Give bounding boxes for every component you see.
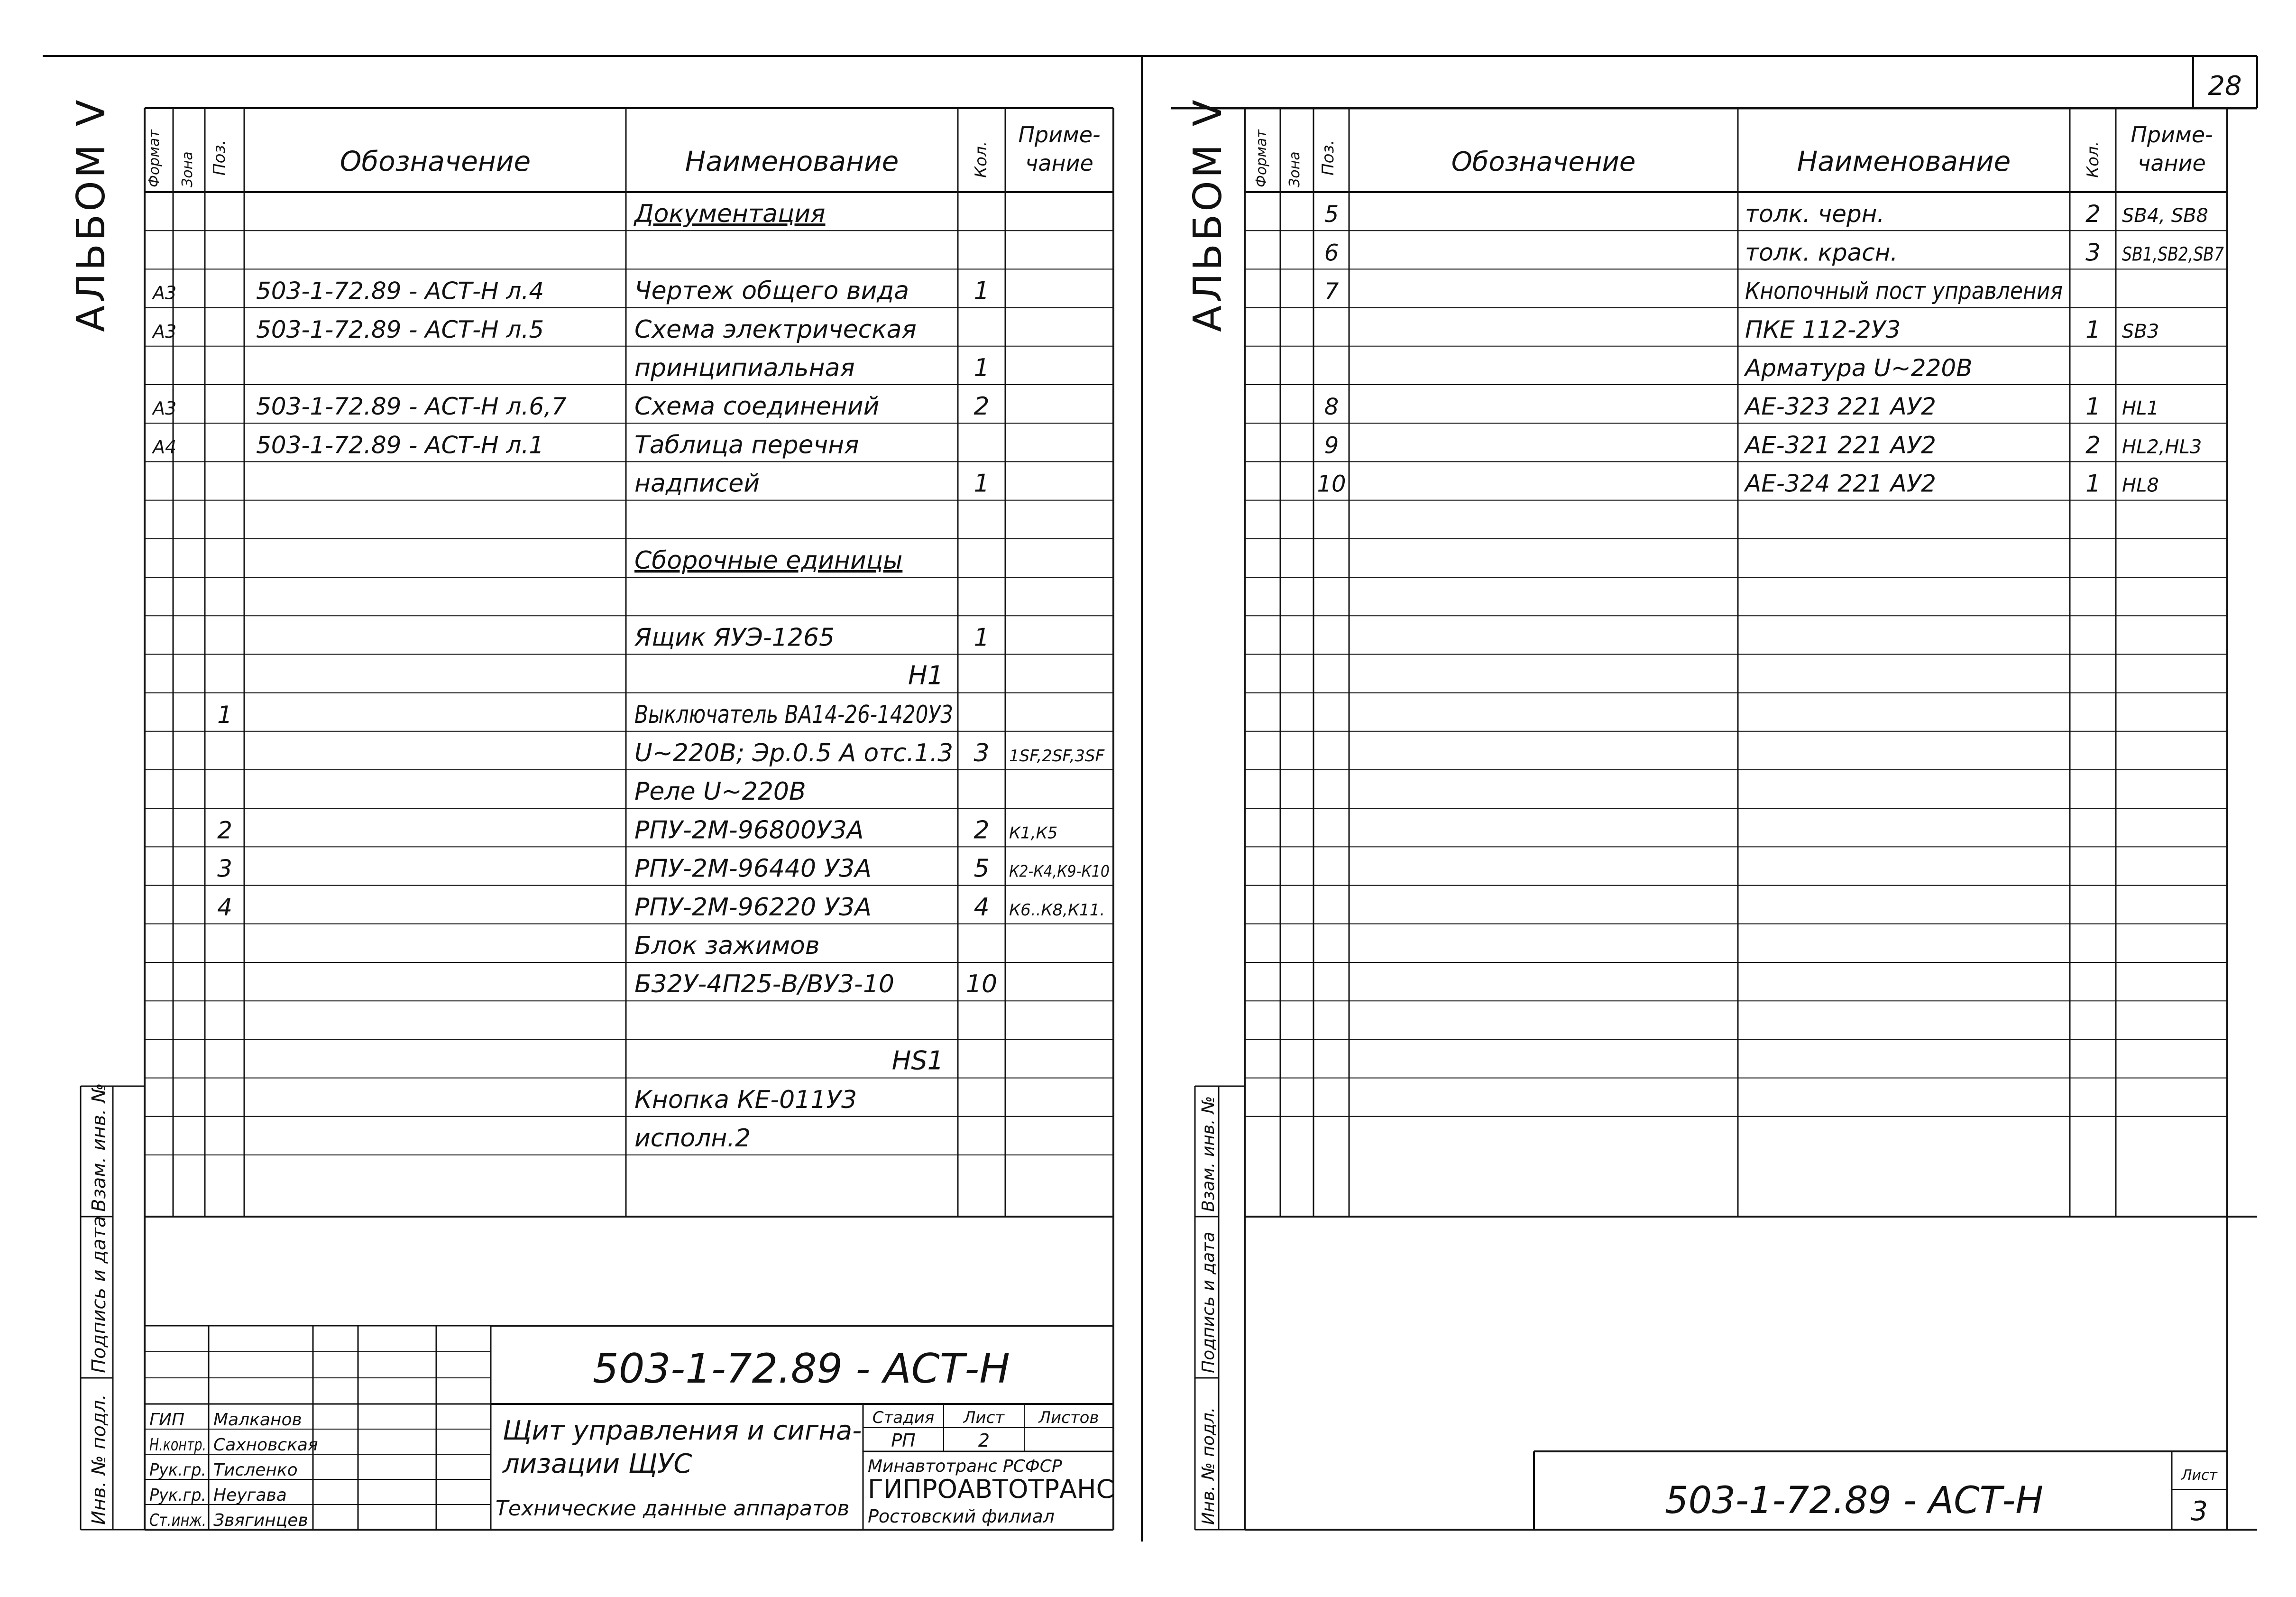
right-stamp-sheet-label: Лист xyxy=(2181,1467,2218,1484)
role-name: Малканов xyxy=(213,1410,302,1430)
role-name: Звягинцев xyxy=(213,1511,308,1530)
title-doc-code: 503-1-72.89 - АСТ-Н xyxy=(593,1345,1010,1393)
right-pos-cell: 5 xyxy=(1324,201,1339,228)
left-format-cell: А3 xyxy=(153,282,177,304)
right-header-format: Формат xyxy=(1253,129,1270,187)
role-label: ГИП xyxy=(149,1410,185,1430)
right-pos-cell: 8 xyxy=(1324,394,1339,421)
left-name-cell: Н1 xyxy=(908,660,944,691)
stamp-signature-label: Подпись и дата xyxy=(88,1216,110,1373)
left-note-cell: К2-К4,К9-К10 xyxy=(1009,862,1110,881)
right-qty-cell: 3 xyxy=(2085,239,2101,267)
right-name-cell: толк. черн. xyxy=(1745,200,1885,228)
right-qty-cell: 1 xyxy=(2085,393,2101,421)
right-note-cell: HL1 xyxy=(2122,397,2159,420)
left-name-cell: Таблица перечня xyxy=(634,431,859,460)
left-note-cell: К6..К8,К11. xyxy=(1009,900,1105,920)
left-note-cell: 1SF,2SF,3SF xyxy=(1009,747,1105,766)
title-line-3: Технические данные аппаратов xyxy=(496,1496,850,1521)
right-header-note: Приме- xyxy=(2131,122,2213,148)
left-name-cell: Схема соединений xyxy=(634,392,880,421)
left-name-cell: исполн.2 xyxy=(634,1124,751,1153)
role-name: Тисленко xyxy=(213,1460,298,1480)
right-header-qty: Кол. xyxy=(2084,141,2103,178)
right-qty-cell: 1 xyxy=(2085,315,2101,343)
left-name-cell: Реле U~220В xyxy=(634,777,806,806)
header-pos: Поз. xyxy=(210,139,229,175)
left-name-cell: Ящик ЯУЭ-1265 xyxy=(634,623,835,652)
left-pos-cell: 2 xyxy=(217,816,232,844)
left-pos-cell: 1 xyxy=(217,701,232,729)
right-header-designation: Обозначение xyxy=(1451,147,1636,177)
left-qty-cell: 10 xyxy=(965,970,998,999)
left-designation-cell: 503-1-72.89 - АСТ-Н л.1 xyxy=(256,431,544,459)
left-pos-cell: 3 xyxy=(217,855,232,883)
header-qty: Кол. xyxy=(972,141,991,178)
left-note-cell: К1,К5 xyxy=(1009,823,1058,843)
right-note-cell: SB3 xyxy=(2122,320,2159,342)
left-name-cell: Чертеж общего вида xyxy=(634,277,909,305)
title-line-1: Щит управления и сигна- xyxy=(503,1415,862,1446)
left-qty-cell: 2 xyxy=(974,392,990,421)
album-label-left: АЛЬБОМ V xyxy=(69,97,114,332)
left-name-cell: Выключатель ВА14-26-1420У3 xyxy=(634,700,953,729)
right-stamp-sheet-value: 3 xyxy=(2191,1496,2208,1527)
right-note-cell: HL2,HL3 xyxy=(2122,436,2202,458)
left-format-cell: А3 xyxy=(153,398,177,419)
left-name-cell: Блок зажимов xyxy=(634,932,820,960)
header-designation: Обозначение xyxy=(340,145,531,177)
left-qty-cell: 4 xyxy=(974,893,990,922)
left-name-cell: РПУ-2М-96220 У3А xyxy=(634,893,872,922)
stamp-inv-label: Инв. № подл. xyxy=(88,1394,110,1525)
right-header-zone: Зона xyxy=(1286,151,1303,187)
stamp-replace-label: Взам. инв. № xyxy=(88,1083,110,1212)
right-stamp-doc-code: 503-1-72.89 - АСТ-Н xyxy=(1664,1479,2044,1522)
sheet-texts xyxy=(69,71,2242,1530)
title-line-2: лизации ЩУС xyxy=(503,1449,692,1479)
right-pos-cell: 9 xyxy=(1324,432,1339,459)
sheet-label: Лист xyxy=(963,1408,1005,1427)
left-designation-cell: 503-1-72.89 - АСТ-Н л.4 xyxy=(256,277,544,305)
right-name-cell: АЕ-323 221 АУ2 xyxy=(1745,393,1936,421)
right-name-cell: Кнопочный пост управления xyxy=(1745,277,2063,305)
left-name-cell: U~220В; Эр.0.5 А отс.1.3 xyxy=(634,739,953,767)
right-pos-cell: 6 xyxy=(1324,240,1339,267)
right-qty-cell: 2 xyxy=(2085,200,2101,228)
role-name: Сахновская xyxy=(213,1435,318,1455)
left-name-cell: принципиальная xyxy=(634,354,855,382)
sheet-value: 2 xyxy=(978,1430,990,1451)
left-name-cell: РПУ-2М-96800У3А xyxy=(634,816,864,845)
left-designation-cell: 503-1-72.89 - АСТ-Н л.6,7 xyxy=(256,393,567,421)
header-format: Формат xyxy=(146,129,163,187)
left-qty-cell: 1 xyxy=(974,277,990,305)
right-pos-cell: 10 xyxy=(1317,471,1346,498)
left-qty-cell: 3 xyxy=(974,739,990,767)
header-name: Наименование xyxy=(685,145,899,177)
left-name-cell: Б32У-4П25-В/ВУ3-10 xyxy=(634,970,894,999)
stage-label: Стадия xyxy=(872,1408,935,1427)
left-name-cell: Сборочные единицы xyxy=(634,546,903,575)
left-name-cell: НS1 xyxy=(891,1045,944,1076)
org-line-3: Ростовский филиал xyxy=(868,1506,1055,1527)
left-name-cell: надписей xyxy=(634,469,760,498)
left-name-cell: Документация xyxy=(634,200,826,229)
right-name-cell: ПКЕ 112-2У3 xyxy=(1745,315,1901,343)
right-name-cell: Арматура U~220В xyxy=(1745,354,1973,382)
page-number: 28 xyxy=(2208,71,2242,102)
left-format-cell: А4 xyxy=(153,436,177,458)
right-name-cell: АЕ-324 221 АУ2 xyxy=(1745,470,1936,498)
role-label: Рук.гр. xyxy=(149,1486,206,1505)
left-designation-cell: 503-1-72.89 - АСТ-Н л.5 xyxy=(256,315,544,343)
left-name-cell: Схема электрическая xyxy=(634,315,917,344)
stage-value: РП xyxy=(891,1430,916,1451)
header-note: чание xyxy=(1025,150,1093,176)
left-name-cell: Кнопка КЕ-011У3 xyxy=(634,1085,857,1114)
right-pos-cell: 7 xyxy=(1324,278,1339,305)
right-note-cell: SB4, SB8 xyxy=(2122,205,2208,227)
org-line-2: ГИПРОАВТОТРАНС xyxy=(868,1474,1114,1504)
role-label: Ст.инж. xyxy=(149,1511,206,1530)
right-stamp-inv-label: Инв. № подл. xyxy=(1199,1407,1218,1525)
header-note: Приме- xyxy=(1018,122,1101,148)
role-name: Неугава xyxy=(213,1486,287,1505)
left-format-cell: А3 xyxy=(153,321,177,342)
right-name-cell: толк. красн. xyxy=(1745,239,1898,267)
right-header-pos: Поз. xyxy=(1319,139,1338,175)
left-pos-cell: 4 xyxy=(217,893,232,921)
role-label: Рук.гр. xyxy=(149,1460,206,1480)
right-header-name: Наименование xyxy=(1797,145,2011,177)
left-qty-cell: 1 xyxy=(974,623,990,652)
right-note-cell: SB1,SB2,SB7 xyxy=(2122,243,2224,266)
role-label: Н.контр. xyxy=(149,1435,206,1455)
left-qty-cell: 2 xyxy=(974,816,990,845)
left-qty-cell: 5 xyxy=(974,854,990,883)
right-note-cell: HL8 xyxy=(2122,474,2159,497)
left-name-cell: РПУ-2М-96440 У3А xyxy=(634,854,872,883)
right-name-cell: АЕ-321 221 АУ2 xyxy=(1745,431,1936,459)
album-label-right: АЛЬБОМ V xyxy=(1185,97,1231,332)
left-qty-cell: 1 xyxy=(974,354,990,382)
right-qty-cell: 2 xyxy=(2085,431,2101,459)
left-qty-cell: 1 xyxy=(974,469,990,498)
sheets-label: Листов xyxy=(1038,1408,1099,1427)
header-zone: Зона xyxy=(179,151,196,187)
right-stamp-replace-label: Взам. инв. № xyxy=(1199,1096,1218,1212)
right-qty-cell: 1 xyxy=(2085,470,2101,498)
org-line-1: Минавтотранс РСФСР xyxy=(868,1457,1062,1476)
right-stamp-signature-label: Подпись и дата xyxy=(1199,1231,1218,1373)
right-header-note: чание xyxy=(2138,150,2206,176)
